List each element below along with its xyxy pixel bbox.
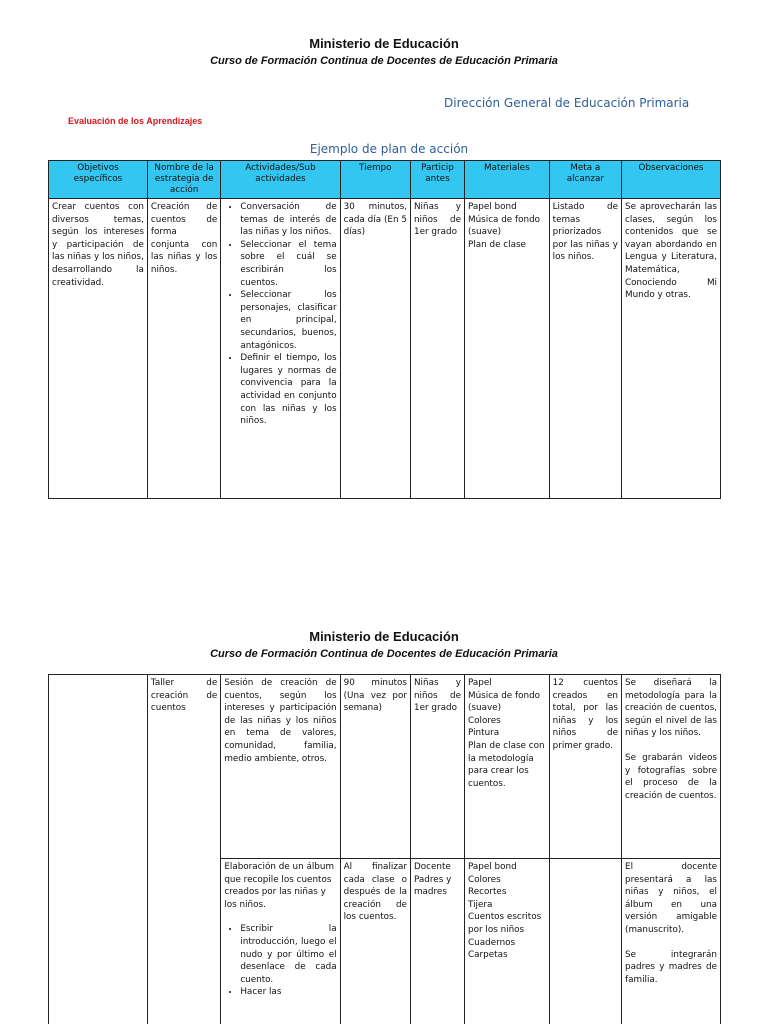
list-item: • Seleccionar los personajes, clasificar en principal, secundarios, buenos, antagónicos. (240, 289, 336, 352)
action-plan-table-continued (48, 674, 721, 1024)
list-item: Papel bond (468, 202, 517, 212)
observation-paragraph: El docente presentará a las niñas y niños, el álbum en una versión amigable (manuscrito). (625, 862, 717, 935)
column-header: Observaciones (622, 161, 721, 199)
cell-participantes: Docente Padres y madres (410, 859, 464, 1024)
ministry-title: Ministerio de Educación (309, 36, 459, 51)
list-item: Recortes (468, 887, 507, 898)
ministry-title: Ministerio de Educación (309, 629, 459, 644)
cell-materiales (465, 859, 550, 1024)
cell-meta: Listado de temas priorizados por las niñas y los niños. (549, 199, 621, 499)
cell-estrategia: Taller de creación de cuentos (147, 675, 220, 1024)
cell-meta (549, 859, 621, 1024)
column-header: Objetivos específicos (49, 161, 148, 199)
list-item: Plan de clase con la metodología para crear los cuentos. (468, 740, 545, 789)
list-item: Papel bond (468, 862, 517, 872)
list-item: Tijera (468, 899, 493, 910)
column-header: Meta a alcanzar (549, 161, 621, 199)
cell-materiales (465, 199, 550, 499)
list-item: Cuadernos (468, 937, 516, 948)
list-item: • Conversación de temas de interés de las niñas y los niños. (240, 201, 336, 239)
column-header: Actividades/Sub actividades (221, 161, 340, 199)
table-header-row (49, 161, 721, 199)
column-header: Particip antes (410, 161, 464, 199)
activity-intro: Elaboración de un álbum que recopile los cuentos creados por las niñas y los niños. (224, 862, 335, 910)
cell-observaciones (622, 859, 721, 1024)
cell-actividad: Sesión de creación de cuentos, según los intereses y participación de las niñas y los niños en tema de valores, comunidad, familia, medio ambiente, otros. (221, 675, 340, 859)
table-row (49, 675, 721, 859)
list-item: Cuentos escritos por los niños (468, 912, 542, 935)
direction-header: Dirección General de Educación Primaria (444, 96, 690, 110)
column-header: Nombre de la estrategia de acción (147, 161, 220, 199)
observation-paragraph: Se grabarán videos y fotografías sobre el proceso de la creación de cuentos. (625, 752, 717, 801)
list-item: Pintura (468, 728, 500, 739)
list-item: Plan de clase (468, 239, 526, 250)
course-subtitle: Curso de Formación Continua de Docentes de Educación Primaria (210, 55, 558, 67)
observation-paragraph: Se integrarán padres y madres de familia. (625, 949, 717, 985)
cell-participantes: Niñas y niños de 1er grado (410, 199, 464, 499)
list-item: • Escribir la introducción, luego el nudo y por último el desenlace de cada cuento. (240, 923, 336, 986)
action-plan-table (48, 160, 721, 499)
course-subtitle: Curso de Formación Continua de Docentes de Educación Primaria (210, 648, 558, 660)
cell-actividades (221, 199, 340, 499)
cell-actividad (221, 859, 340, 1024)
list-item: Música de fondo (suave) (468, 214, 541, 238)
cell-objetivo: Crear cuentos con diversos temas, según los intereses y participación de las niñas y los niños, desarrollando la creatividad. (49, 199, 148, 499)
cell-materiales (465, 675, 550, 859)
observation-paragraph: Se diseñará la metodología para la creación de cuentos, según el nivel de las niñas y los niños. (625, 678, 717, 739)
plan-heading: Ejemplo de plan de acción (309, 142, 469, 156)
list-item: Carpetas (468, 950, 508, 961)
list-item: Papel (468, 678, 492, 688)
cell-tiempo: 30 minutos, cada día (En 5 días) (340, 199, 410, 499)
list-item: • Seleccionar el tema sobre el cuál se escribirán los cuentos. (240, 239, 336, 289)
cell-objetivo (49, 675, 148, 1024)
cell-observaciones: Se aprovecharán las clases, según los contenidos que se vayan abordando en Lengua y Literatura, Matemática, Conociendo Mi Mundo y otras. (622, 199, 721, 499)
list-item: • Definir el tiempo, los lugares y normas de convivencia para la actividad en conjunto con las niñas y los niños. (240, 352, 336, 428)
list-item: • Hacer las (240, 986, 336, 999)
cell-estrategia: Creación de cuentos de forma conjunta con las niñas y los niños. (147, 199, 220, 499)
cell-meta: 12 cuentos creados en total, por las niñas y los niños de primer grado. (549, 675, 621, 859)
cell-tiempo: 90 minutos (Una vez por semana) (340, 675, 410, 859)
column-header: Tiempo (340, 161, 410, 199)
list-item: Colores (468, 874, 501, 885)
cell-observaciones (622, 675, 721, 859)
list-item: Música de fondo (suave) (468, 690, 541, 714)
column-header: Materiales (465, 161, 550, 199)
table-row (49, 199, 721, 499)
cell-participantes: Niñas y niños de 1er grado (410, 675, 464, 859)
list-item: Colores (468, 715, 501, 726)
document-page-2 (0, 620, 768, 1024)
evaluation-label: Evaluación de los Aprendizajes (68, 116, 203, 126)
cell-tiempo: Al finalizar cada clase o después de la creación de los cuentos. (340, 859, 410, 1024)
